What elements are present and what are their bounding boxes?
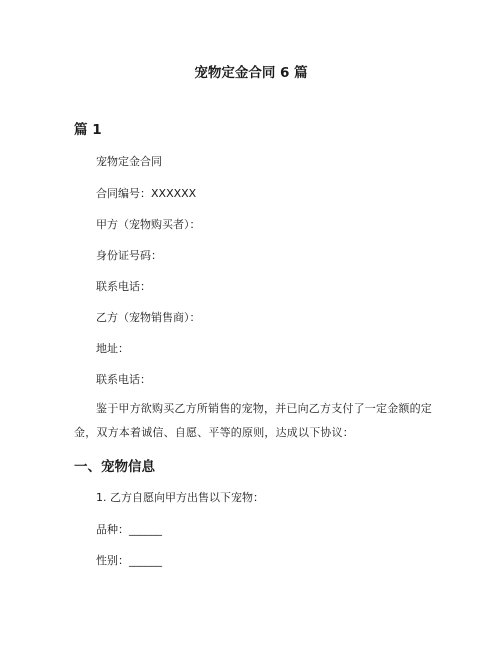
gender-field-line: 性别：______ xyxy=(96,554,162,567)
contract-number-line: 合同编号：XXXXXX xyxy=(96,187,197,200)
party-a-line: 甲方（宠物购买者）： xyxy=(96,218,201,231)
part-heading: 篇 1 xyxy=(74,122,102,138)
clause-1-line: 1. 乙方自愿向甲方出售以下宠物： xyxy=(96,491,264,504)
party-a-id-line: 身份证号码： xyxy=(96,249,162,262)
contract-name-line: 宠物定金合同 xyxy=(96,155,162,168)
breed-field-line: 品种：______ xyxy=(96,523,162,536)
party-b-address-line: 地址： xyxy=(96,342,129,355)
party-b-line: 乙方（宠物销售商）： xyxy=(96,311,201,324)
document-title: 宠物定金合同 6 篇 xyxy=(194,65,308,81)
party-b-phone-line: 联系电话： xyxy=(96,373,151,386)
section-heading-pet-info: 一、宠物信息 xyxy=(74,459,155,475)
intro-paragraph: 鉴于甲方欲购买乙方所销售的宠物，并已向乙方支付了一定金额的定金，双方本着诚信、自愿、平等的原则，达成以下协议： xyxy=(74,402,432,439)
party-a-phone-line: 联系电话： xyxy=(96,280,151,293)
